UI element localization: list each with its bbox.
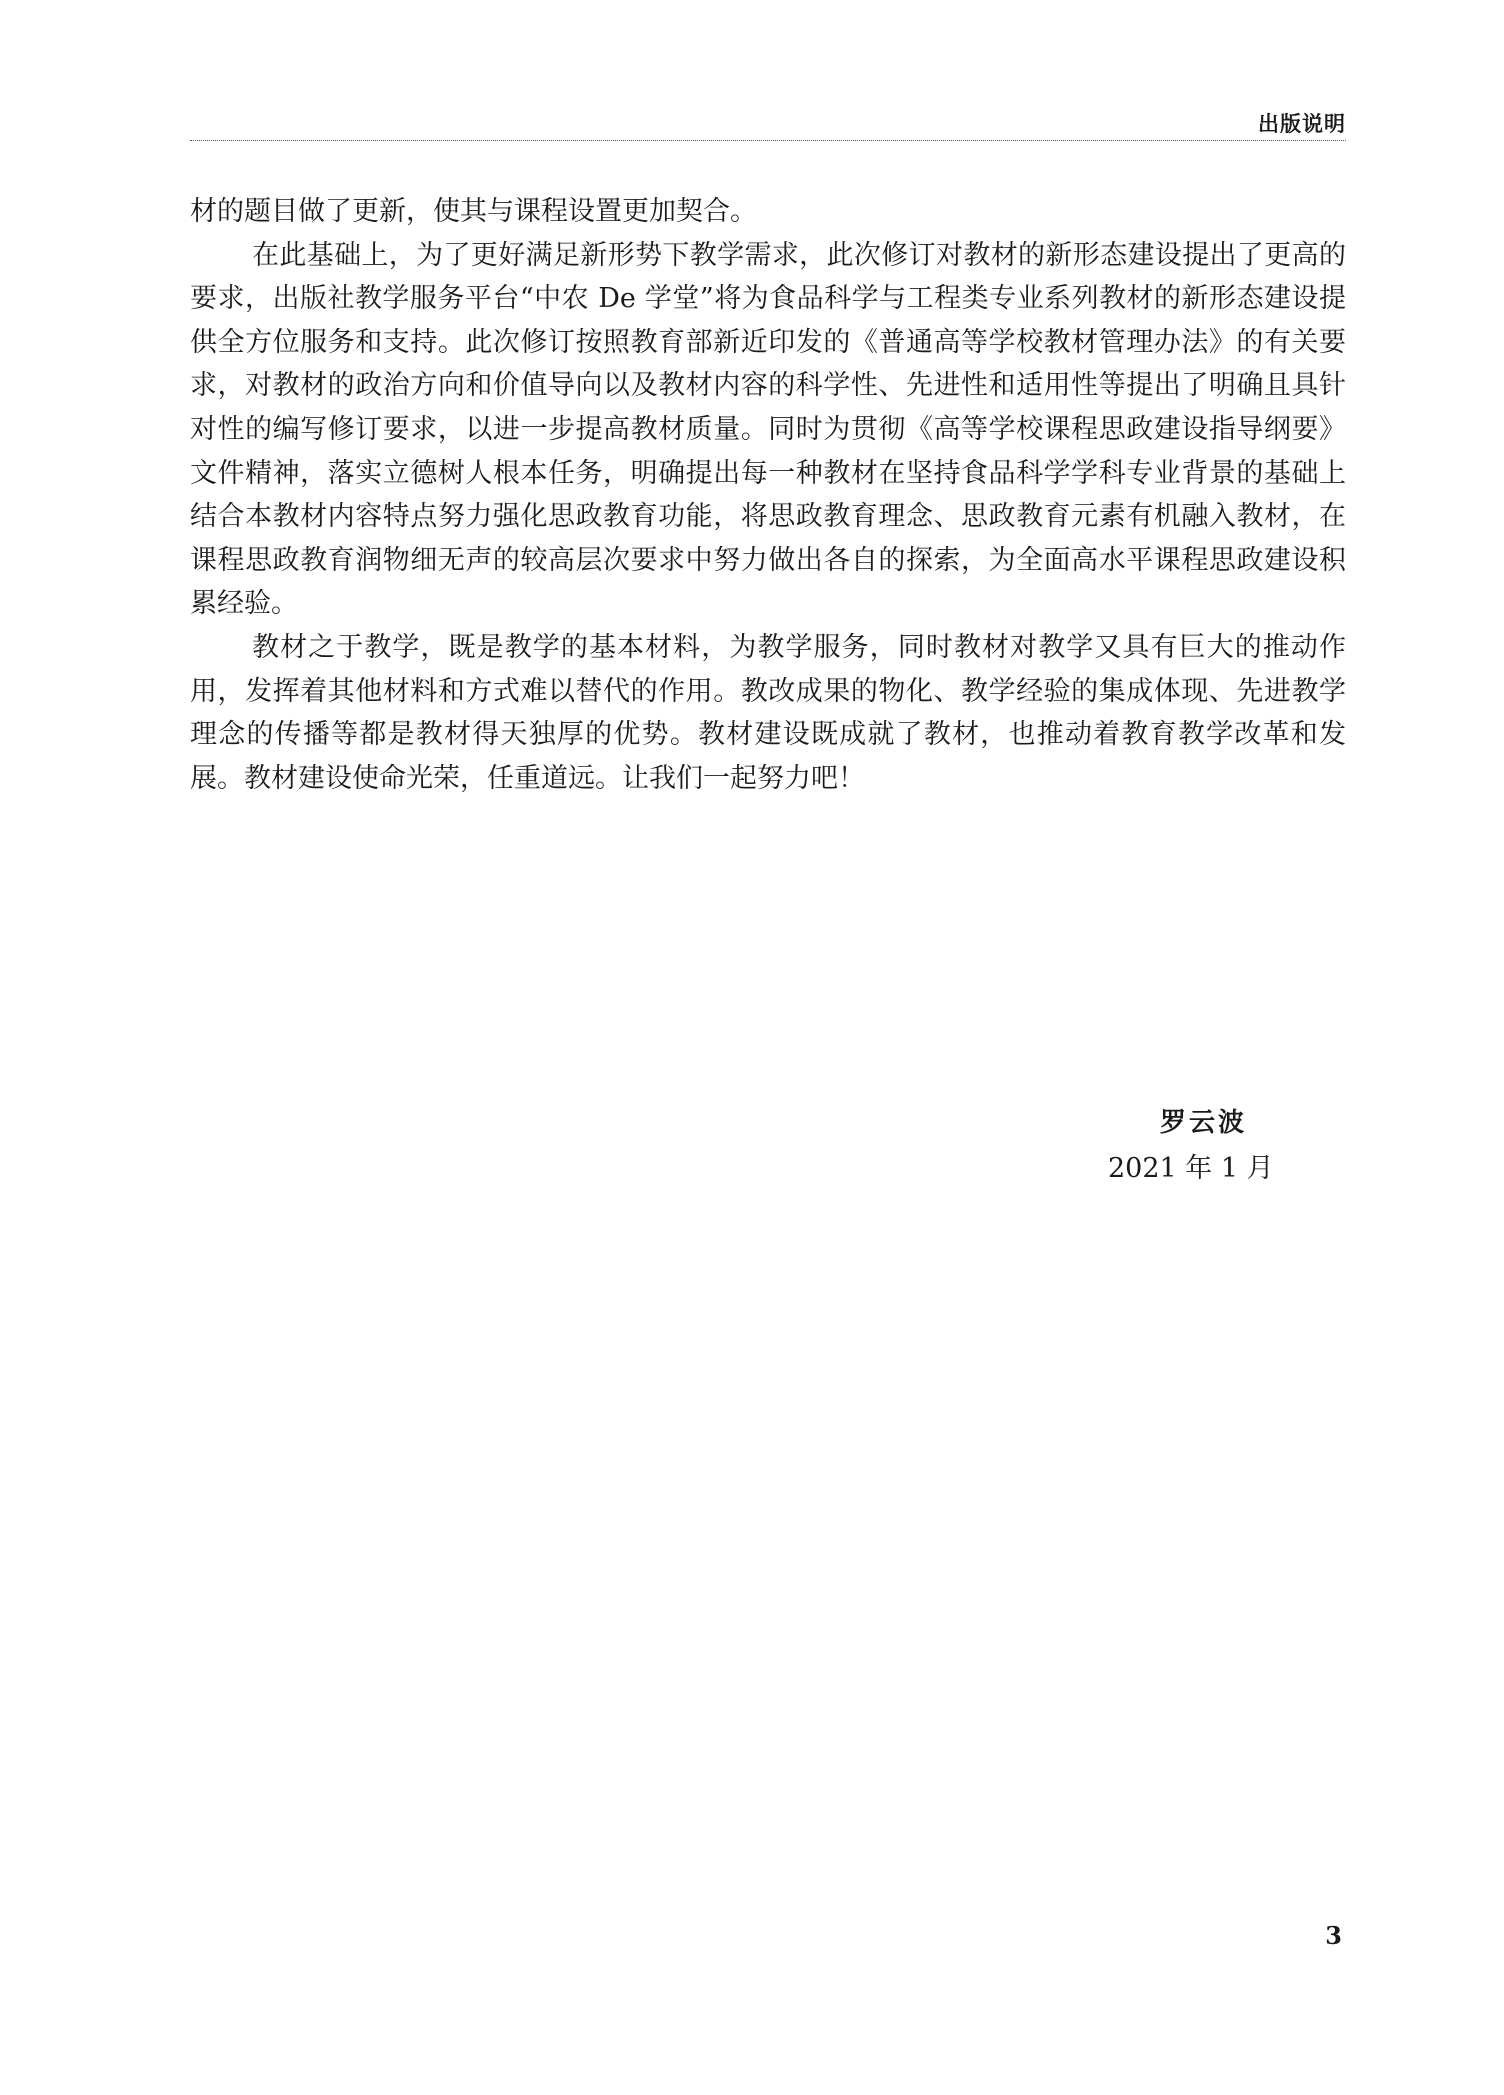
author-signature: 罗云波 [1160, 1108, 1248, 1138]
header-divider [190, 140, 1346, 141]
running-head-title: 出版说明 [1258, 112, 1346, 136]
signature-date: 2021 年 1 月 [1108, 1153, 1274, 1184]
paragraph-revision: 在此基础上，为了更好满足新形势下教学需求，此次修订对教材的新形态建设提出了更高的要求，出版社教学服务平台“中农 De 学堂”将为食品科学与工程类专业系列教材的新形态建设提供全方位服务和支持。此次修订按照教育部新近印发的《普通高等学校教材管理办法》的有关要求，对教材的政治方向和价值导向以及教材内容的科学性、先进性和适用性等提出了明确且具针对性的编写修订要求，以进一步提高教材质量。同时为贯彻《高等学校课程思政建设指导纲要》文件精神，落实立德树人根本任务，明确提出每一种教材在坚持食品科学学科专业背景的基础上结合本教材内容特点努力强化思政教育功能，将思政教育理念、思政教育元素有机融入教材，在课程思政教育润物细无声的较高层次要求中努力做出各自的探索，为全面高水平课程思政建设积累经验。 [190, 239, 1346, 620]
paragraph-continuation: 材的题目做了更新，使其与课程设置更加契合。 [190, 196, 757, 227]
page-number: 3 [1325, 1921, 1342, 1950]
paragraph-textbook-role: 教材之于教学，既是教学的基本材料，为教学服务，同时教材对教学又具有巨大的推动作用，发挥着其他材料和方式难以替代的作用。教改成果的物化、教学经验的集成体现、先进教学理念的传播等都是教材得天独厚的优势。教材建设既成就了教材，也推动着教育教学改革和发展。教材建设使命光荣，任重道远。让我们一起努力吧！ [190, 631, 1346, 794]
body-text [190, 190, 1346, 800]
